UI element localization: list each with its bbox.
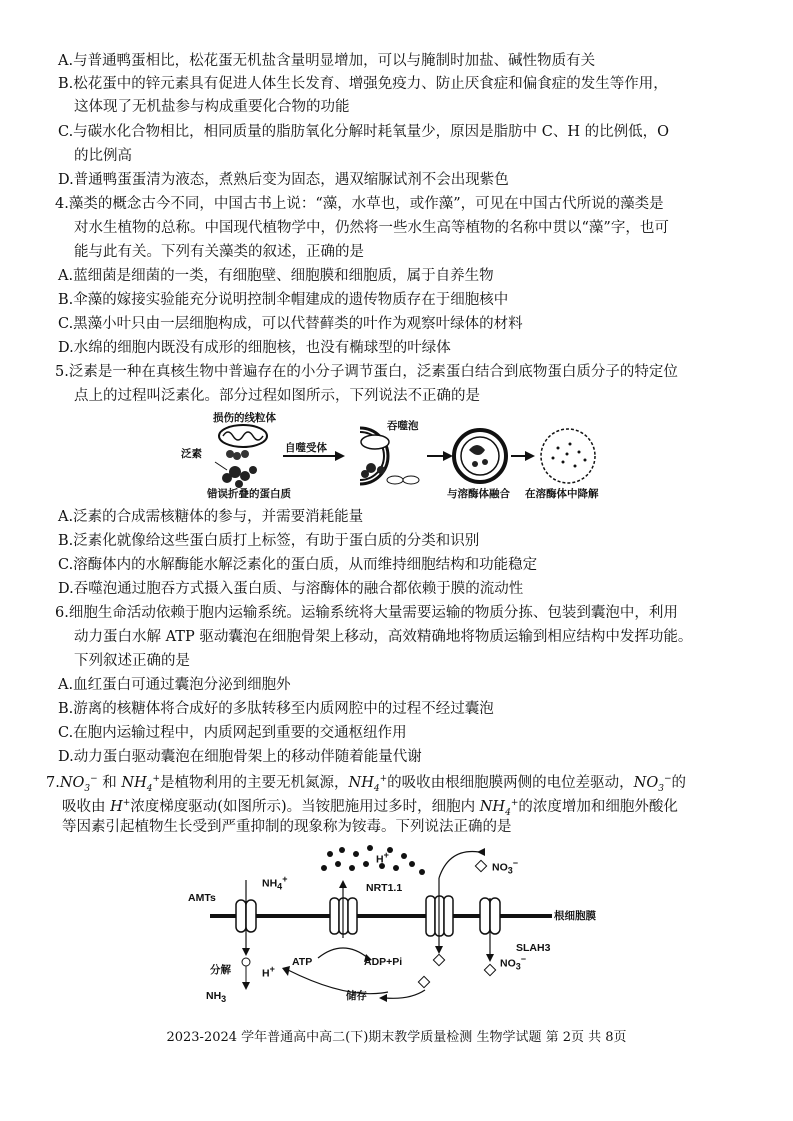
q6-option-a: A.血红蛋白可通过囊泡分泌到细胞外	[58, 677, 291, 693]
q3-option-b-cont: 这体现了无机盐参与构成重要化合物的功能	[74, 99, 350, 115]
q6-option-c: C.在胞内运输过程中，内质网起到重要的交通枢纽作用	[58, 725, 407, 741]
q5-option-a: A.泛素的合成需核糖体的参与，并需要消耗能量	[58, 509, 364, 525]
transport-figure	[180, 838, 620, 1008]
q6-stem-2: 动力蛋白水解 ATP 驱动囊泡在细胞骨架上移动，高效精确地将物质运输到相应结构中发挥功能。	[74, 629, 693, 645]
q7-stem-2: 吸收由 H+浓度梯度驱动(如图所示)。当铵肥施用过多时，细胞内 $NH_4^+$的浓度增加和细胞外酸化	[62, 798, 678, 818]
label-damaged-mito: 损伤的线粒体	[213, 412, 276, 424]
label-amts: AMTs	[188, 892, 216, 904]
label-membrane: 根细胞膜	[554, 910, 596, 922]
label-no3-top: $NO_3^-$	[492, 858, 519, 876]
label-hplus-bottom: H+	[262, 964, 275, 980]
degradation-shape	[541, 429, 595, 483]
q4-option-a: A.蓝细菌是细菌的一类，有细胞壁、细胞膜和细胞质，属于自养生物	[58, 268, 494, 284]
q4-stem-1: 4.藻类的概念古今不同，中国古书上说：“藻，水草也，或作藻”，可见在中国古代所说的藻类是	[55, 196, 664, 212]
q7-stem-1: $7.NO_3^-$ 和 $NH_4^+$是植物利用的主要无机氮源，$NH_4^+$的吸收由根细胞膜两侧的电位差驱动，$NO_3^-$的	[46, 774, 687, 794]
label-degrade: 在溶酶体中降解	[525, 488, 599, 500]
label-fuse: 与溶酶体融合	[447, 488, 510, 500]
q3-option-d: D.普通鸭蛋蛋清为液态，煮熟后变为固态，遇双缩脲试剂不会出现紫色	[58, 172, 509, 188]
nh4-formula: $NH_4^+$	[121, 774, 161, 794]
label-hplus-top: H+	[376, 850, 389, 866]
label-adp: ADP+Pi	[364, 956, 403, 968]
label-ubiquitin: 泛素	[181, 448, 202, 460]
label-decomp: 分解	[210, 964, 231, 976]
label-misfolded: 错误折叠的蛋白质	[207, 488, 291, 500]
label-nh3: $NH_3$	[206, 990, 227, 1005]
label-atp: ATP	[292, 956, 313, 968]
q6-stem-1: 6.细胞生命活动依赖于胞内运输系统。运输系统将大量需要运输的物质分拣、包装到囊泡中，利用	[55, 605, 678, 621]
label-no3-bottom: $NO_3^-$	[500, 954, 527, 972]
label-autophagy-receptor: 自噬受体	[285, 442, 327, 454]
autolysosome-shape	[454, 430, 506, 482]
label-phagophore: 吞噬泡	[387, 420, 419, 432]
q5-option-d: D.吞噬泡通过胞吞方式摄入蛋白质、与溶酶体的融合都依赖于膜的流动性	[58, 581, 524, 597]
label-nrt11: NRT1.1	[366, 882, 403, 894]
q5-stem-1: 5.泛素是一种在真核生物中普遍存在的小分子调节蛋白，泛素蛋白结合到底物蛋白质分子的特定位	[55, 364, 678, 380]
q4-option-d: D.水绵的细胞内既没有成形的细胞核，也没有椭球型的叶绿体	[58, 340, 451, 356]
page-footer: 2023-2024 学年普通高中高二(下)期末教学质量检测 生物学试题 第 2页 共 8页	[166, 1030, 627, 1045]
label-slah3: SLAH3	[516, 942, 551, 954]
autophagy-figure	[175, 406, 625, 502]
label-nh4-fig: $NH_4^+$	[262, 874, 288, 892]
damaged-mitochondrion-shape	[219, 425, 267, 447]
q3-option-a: A.与普通鸭蛋相比，松花蛋无机盐含量明显增加，可以与腌制时加盐、碱性物质有关	[58, 53, 596, 69]
q5-option-c: C.溶酶体内的水解酶能水解泛素化的蛋白质，从而维持细胞结构和功能稳定	[58, 557, 538, 573]
q4-option-b: B.伞藻的嫁接实验能充分说明控制伞帽建成的遗传物质存在于细胞核中	[58, 292, 509, 308]
q6-option-b: B.游离的核糖体将合成好的多肽转移至内质网腔中的过程不经过囊泡	[58, 701, 494, 717]
q7-stem-3: 等因素引起植物生长受到严重抑制的现象称为铵毒。下列说法正确的是	[62, 819, 512, 835]
q5-stem-2: 点上的过程叫泛素化。部分过程如图所示，下列说法不正确的是	[74, 388, 480, 404]
ubiquitin-chain-shape	[226, 450, 249, 460]
q5-option-b: B.泛素化就像给这些蛋白质打上标签，有助于蛋白质的分类和识别	[58, 533, 480, 549]
q3-option-c: C.与碳水化合物相比，相同质量的脂肪氧化分解时耗氧量少，原因是脂肪中 C、H 的比例低，O	[58, 124, 670, 140]
q6-option-d: D.动力蛋白驱动囊泡在细胞骨架上的移动伴随着能量代谢	[58, 749, 422, 765]
q4-stem-2: 对水生植物的总称。中国现代植物学中，仍然将一些水生高等植物的名称中贯以“藻”字，也可	[74, 220, 669, 236]
no3-formula: $NO_3^-$	[59, 774, 98, 794]
q7-number: 7.	[46, 774, 60, 791]
misfolded-protein-shape	[222, 466, 257, 488]
q4-stem-3: 能与此有关。下列有关藻类的叙述，正确的是	[74, 244, 364, 260]
label-storage: 储存	[346, 990, 367, 1002]
q6-stem-3: 下列叙述正确的是	[74, 653, 190, 669]
proton-dots	[321, 845, 425, 875]
phagophore-shape	[360, 428, 419, 484]
q3-option-b: B.松花蛋中的锌元素具有促进人体生长发育、增强免疫力、防止厌食症和偏食症的发生等作用，	[58, 76, 668, 92]
q3-option-c-cont: 的比例高	[74, 148, 132, 164]
q4-option-c: C.黑藻小叶只由一层细胞构成，可以代替藓类的叶作为观察叶绿体的材料	[58, 316, 523, 332]
